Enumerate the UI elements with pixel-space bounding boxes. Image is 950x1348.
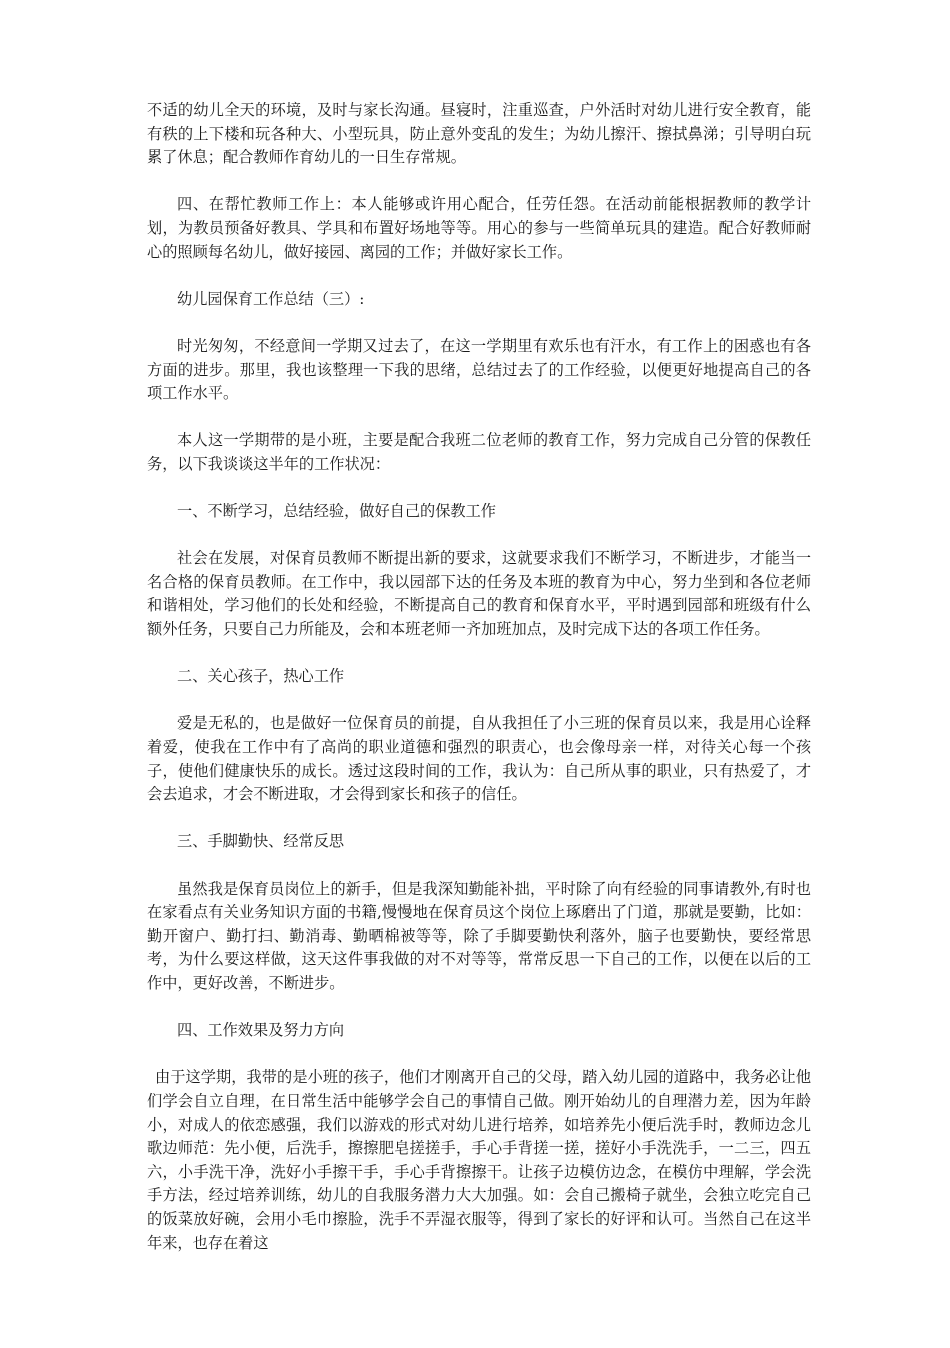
paragraph-8: 爱是无私的，也是做好一位保育员的前提，自从我担任了小三班的保育员以来，我是用心诠释着爱，使我在工作中有了高尚的职业道德和强烈的职责心，也会像母亲一样，对待关心每一个孩子，使他们健康快乐的成长。透过这段时间的工作，我认为：自己所从事的职业，只有热爱了，才会去追求，才会不断进取，才会得到家长和孩子的信任。 bbox=[147, 714, 811, 804]
heading-4: 四、工作效果及努力方向 bbox=[177, 1021, 345, 1040]
paragraph-0: 不适的幼儿全天的环境，及时与家长沟通。昼寝时，注重巡查，户外活时对幼儿进行安全教育，能有秩的上下楼和玩各种大、小型玩具，防止意外变乱的发生；为幼儿擦汗、擦拭鼻涕；引导明白玩累了休息；配合教师作育幼儿的一日生存常规。 bbox=[147, 101, 811, 167]
paragraph-10: 虽然我是保育员岗位上的新手，但是我深知勤能补拙，平时除了向有经验的同事请教外,有时也在家看点有关业务知识方面的书籍,慢慢地在保育员这个岗位上琢磨出了门道，那就是要勤，比如：勤开窗户、勤打扫、勤消毒、勤晒棉被等等，除了手脚要勤快利落外，脑子也要勤快，要经常思考，为什么要这样做，这天这件事我做的对不对等等，常常反思一下自己的工作，以便在以后的工作中，更好改善，不断进步。 bbox=[147, 879, 811, 992]
heading-1: 一、不断学习，总结经验，做好自己的保教工作 bbox=[177, 502, 496, 521]
paragraph-6: 社会在发展，对保育员教师不断提出新的要求，这就要求我们不断学习，不断进步，才能当一名合格的保育员教师。在工作中，我以园部下达的任务及本班的教育为中心，努力坐到和各位老师和谐相处，学习他们的长处和经验，不断提高自己的教育和保育水平，平时遇到园部和班级有什么额外任务，只要自己力所能及，会和本班老师一齐加班加点，及时完成下达的各项工作任务。 bbox=[147, 549, 811, 639]
paragraph-12: 由于这学期，我带的是小班的孩子，他们才刚离开自己的父母，踏入幼儿园的道路中，我务必让他们学会自立自理，在日常生活中能够学会自己的事情自己做。刚开始幼儿的自理潜力差，因为年龄小，对成人的依恋感强，我们以游戏的形式对幼儿进行培养，如培养先小便后洗手时，教师边念儿歌边师范：先小便，后洗手，擦擦肥皂搓搓手，手心手背搓一搓，搓好小手洗洗手，一二三，四五六，小手洗干净，洗好小手擦干手，手心手背擦擦干。让孩子边模仿边念，在模仿中理解，学会洗手方法，经过培养训练，幼儿的自我服务潜力大大加强。如：会自己搬椅子就坐，会独立吃完自己的饭菜放好碗，会用小毛巾擦脸，洗手不弄湿衣服等，得到了家长的好评和认可。当然自己在这半年来，也存在着这 bbox=[147, 1068, 811, 1252]
document-body bbox=[147, 99, 811, 1279]
section-title: 幼儿园保育工作总结（三）: bbox=[177, 289, 365, 308]
heading-2: 二、关心孩子，热心工作 bbox=[177, 667, 345, 686]
heading-3: 三、手脚勤快、经常反思 bbox=[177, 832, 345, 851]
paragraph-4: 本人这一学期带的是小班，主要是配合我班二位老师的教育工作，努力完成自己分管的保教任务，以下我谈谈这半年的工作状况： bbox=[147, 431, 811, 473]
paragraph-3: 时光匆匆，不经意间一学期又过去了，在这一学期里有欢乐也有汗水，有工作上的困惑也有各方面的进步。那里，我也该整理一下我的思绪，总结过去了的工作经验，以便更好地提高自己的各项工作水平。 bbox=[147, 336, 811, 403]
paragraph-1: 四、在帮忙教师工作上：本人能够或许用心配合，任劳任怨。在活动前能根据教师的教学计划，为教员预备好教具、学具和布置好场地等等。用心的参与一些简单玩具的建造。配合好教师耐心的照顾每名幼儿，做好接园、离园的工作；并做好家长工作。 bbox=[147, 195, 811, 261]
